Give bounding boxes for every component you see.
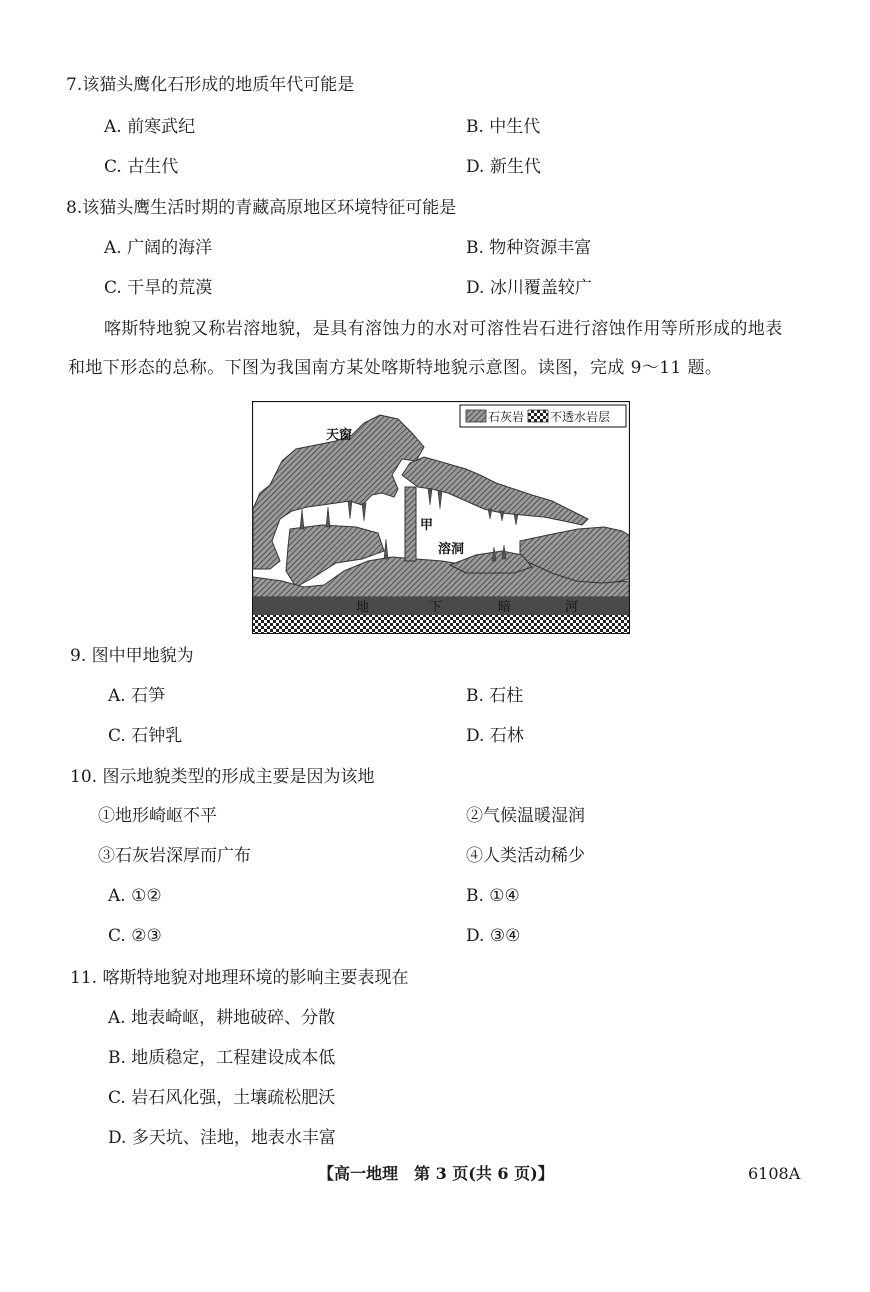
q9-option-d[interactable]: D. 石林 (466, 726, 524, 746)
river-char-2: 下 (429, 600, 443, 615)
label-jia: 甲 (420, 518, 434, 533)
label-skylight: 天窗 (326, 428, 353, 443)
q7-option-d[interactable]: D. 新生代 (466, 157, 541, 177)
q8-option-a[interactable]: A. 广阔的海洋 (104, 238, 213, 258)
q11-option-a[interactable]: A. 地表崎岖，耕地破碎、分散 (108, 1008, 336, 1028)
river-char-1: 地 (356, 600, 370, 615)
q8-option-d[interactable]: D. 冰川覆盖较广 (466, 278, 592, 298)
passage-line-1: 喀斯特地貌又称岩溶地貌，是具有溶蚀力的水对可溶性岩石进行溶蚀作用等所形成的地表 (104, 319, 783, 339)
q8-stem: 8.该猫头鹰生活时期的青藏高原地区环境特征可能是 (66, 198, 457, 218)
legend-limestone-swatch (466, 410, 486, 422)
q10-option-a[interactable]: A. ①② (108, 886, 162, 906)
impermeable-layer (253, 615, 629, 633)
q10-option-c[interactable]: C. ②③ (108, 926, 162, 946)
q11-option-d[interactable]: D. 多天坑、洼地，地表水丰富 (108, 1128, 336, 1148)
q10-statement-3: ③石灰岩深厚而广布 (98, 846, 251, 866)
q9-option-b[interactable]: B. 石柱 (466, 686, 524, 706)
page-footer: 【高一地理 第 3 页(共 6 页)】 (318, 1164, 554, 1183)
legend-impermeable-swatch (528, 410, 548, 422)
q10-option-d[interactable]: D. ③④ (466, 926, 521, 946)
q11-option-b[interactable]: B. 地质稳定，工程建设成本低 (108, 1048, 336, 1068)
q11-stem: 11. 喀斯特地貌对地理环境的影响主要表现在 (70, 968, 409, 988)
q10-statement-1: ①地形崎岖不平 (98, 806, 217, 826)
q7-stem: 7.该猫头鹰化石形成的地质年代可能是 (66, 75, 355, 95)
q8-option-c[interactable]: C. 干旱的荒漠 (104, 278, 213, 298)
passage-line-2: 和地下形态的总称。下图为我国南方某处喀斯特地貌示意图。读图，完成 9～11 题。 (68, 358, 723, 378)
paper-code: 6108A (748, 1164, 801, 1183)
q11-option-c[interactable]: C. 岩石风化强，土壤疏松肥沃 (108, 1088, 336, 1108)
stone-column-jia (405, 487, 416, 561)
q10-option-b[interactable]: B. ①④ (466, 886, 520, 906)
q7-option-a[interactable]: A. 前寒武纪 (104, 117, 196, 137)
q8-option-b[interactable]: B. 物种资源丰富 (466, 238, 592, 258)
karst-diagram (252, 401, 630, 634)
q10-statement-2: ②气候温暖湿润 (466, 806, 585, 826)
legend-limestone-label: 石灰岩 (488, 410, 525, 424)
label-cave: 溶洞 (438, 542, 465, 557)
q7-option-b[interactable]: B. 中生代 (466, 117, 541, 137)
q9-stem: 9. 图中甲地貌为 (70, 646, 194, 666)
legend (460, 405, 626, 427)
q9-option-a[interactable]: A. 石笋 (108, 686, 166, 706)
q9-option-c[interactable]: C. 石钟乳 (108, 726, 183, 746)
q10-stem: 10. 图示地貌类型的形成主要是因为该地 (70, 767, 375, 787)
river-char-4: 河 (565, 600, 579, 615)
legend-impermeable-label: 不透水岩层 (550, 410, 611, 424)
river-char-3: 暗 (498, 600, 512, 615)
q10-statement-4: ④人类活动稀少 (466, 846, 585, 866)
q7-option-c[interactable]: C. 古生代 (104, 157, 179, 177)
